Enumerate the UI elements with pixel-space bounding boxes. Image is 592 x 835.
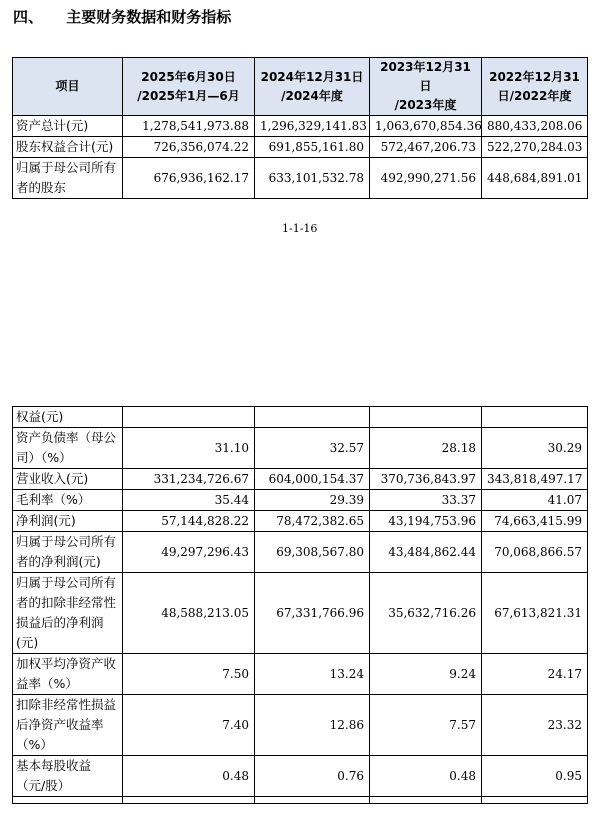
row-value: 880,433,208.06	[482, 116, 588, 137]
row-value: 0.76	[255, 756, 370, 797]
row-value: 57,144,828.22	[123, 511, 255, 532]
row-value: 572,467,206.73	[370, 137, 482, 158]
row-value: 370,736,843.97	[370, 469, 482, 490]
row-value: 492,990,271.56	[370, 158, 482, 199]
row-value: 9.24	[370, 654, 482, 695]
row-value: 7.50	[123, 654, 255, 695]
row-label: 资产负债率（母公司）（%）	[13, 428, 123, 469]
table-row	[13, 573, 588, 654]
header-item: 项目	[13, 58, 123, 116]
row-value: 74,663,415.99	[482, 511, 588, 532]
row-value: 28.18	[370, 428, 482, 469]
row-label: 资产总计(元)	[13, 116, 123, 137]
row-value: 343,818,497.17	[482, 469, 588, 490]
row-value: 13.24	[255, 654, 370, 695]
row-value: 35.44	[123, 490, 255, 511]
row-label: 归属于母公司所有者的扣除非经常性损益后的净利润(元)	[13, 573, 123, 654]
row-label: 权益(元)	[13, 407, 123, 428]
header-col-2024: 2024年12月31日 /2024年度	[255, 58, 370, 116]
row-value: 67,331,766.96	[255, 573, 370, 654]
row-label: 基本每股收益（元/股）	[13, 756, 123, 797]
row-value: 69,308,567.80	[255, 532, 370, 573]
page-number: 1-1-16	[282, 222, 318, 235]
row-label: 股东权益合计(元)	[13, 137, 123, 158]
row-value: 7.57	[370, 695, 482, 756]
row-value	[370, 407, 482, 428]
row-value	[255, 407, 370, 428]
section-title: 主要财务数据和财务指标	[66, 8, 232, 26]
table-row	[13, 428, 588, 469]
table-row	[13, 695, 588, 756]
row-value: 1,296,329,141.83	[255, 116, 370, 137]
row-value: 522,270,284.03	[482, 137, 588, 158]
row-value: 0.48	[370, 756, 482, 797]
table-row	[13, 407, 588, 428]
table-header-row	[13, 58, 588, 116]
row-value: 633,101,532.78	[255, 158, 370, 199]
row-label: 扣除非经常性损益后净资产收益率（%）	[13, 695, 123, 756]
table-row	[13, 532, 588, 573]
section-heading	[13, 6, 231, 27]
row-value: 29.39	[255, 490, 370, 511]
row-value	[123, 407, 255, 428]
financial-table-top	[12, 57, 588, 199]
row-value: 70,068,866.57	[482, 532, 588, 573]
row-value: 331,234,726.67	[123, 469, 255, 490]
financial-table-bottom	[12, 406, 588, 804]
row-value: 48,588,213.05	[123, 573, 255, 654]
header-col-2023: 2023年12月31日 /2023年度	[370, 58, 482, 116]
row-label: 净利润(元)	[13, 511, 123, 532]
row-label: 归属于母公司所有者的股东	[13, 158, 123, 199]
row-value: 23.32	[482, 695, 588, 756]
row-value: 0.48	[123, 756, 255, 797]
row-value: 676,936,162.17	[123, 158, 255, 199]
row-value: 43,194,753.96	[370, 511, 482, 532]
header-col-2022: 2022年12月31 日/2022年度	[482, 58, 588, 116]
row-value: 30.29	[482, 428, 588, 469]
row-value: 32.57	[255, 428, 370, 469]
row-value: 49,297,296.43	[123, 532, 255, 573]
row-label: 加权平均净资产收益率（%）	[13, 654, 123, 695]
table-row	[13, 490, 588, 511]
row-value: 41.07	[482, 490, 588, 511]
table-row	[13, 158, 588, 199]
table-row-cutoff	[13, 797, 588, 804]
table-row	[13, 116, 588, 137]
row-value: 604,000,154.37	[255, 469, 370, 490]
row-value: 24.17	[482, 654, 588, 695]
row-value: 33.37	[370, 490, 482, 511]
row-value: 43,484,862.44	[370, 532, 482, 573]
row-value: 78,472,382.65	[255, 511, 370, 532]
row-value: 67,613,821.31	[482, 573, 588, 654]
row-value	[482, 407, 588, 428]
row-value: 691,855,161.80	[255, 137, 370, 158]
table-row	[13, 469, 588, 490]
row-label: 毛利率（%）	[13, 490, 123, 511]
row-value: 0.95	[482, 756, 588, 797]
row-value: 31.10	[123, 428, 255, 469]
table-row	[13, 654, 588, 695]
row-value: 726,356,074.22	[123, 137, 255, 158]
table-row	[13, 756, 588, 797]
section-number: 四、	[13, 8, 44, 26]
row-value: 448,684,891.01	[482, 158, 588, 199]
row-value: 1,063,670,854.36	[370, 116, 482, 137]
row-value: 1,278,541,973.88	[123, 116, 255, 137]
table-row	[13, 137, 588, 158]
header-col-2025: 2025年6月30日 /2025年1月—6月	[123, 58, 255, 116]
row-label: 营业收入(元)	[13, 469, 123, 490]
row-label: 归属于母公司所有者的净利润(元)	[13, 532, 123, 573]
row-value: 12.86	[255, 695, 370, 756]
table-row	[13, 511, 588, 532]
row-value: 35,632,716.26	[370, 573, 482, 654]
row-value: 7.40	[123, 695, 255, 756]
